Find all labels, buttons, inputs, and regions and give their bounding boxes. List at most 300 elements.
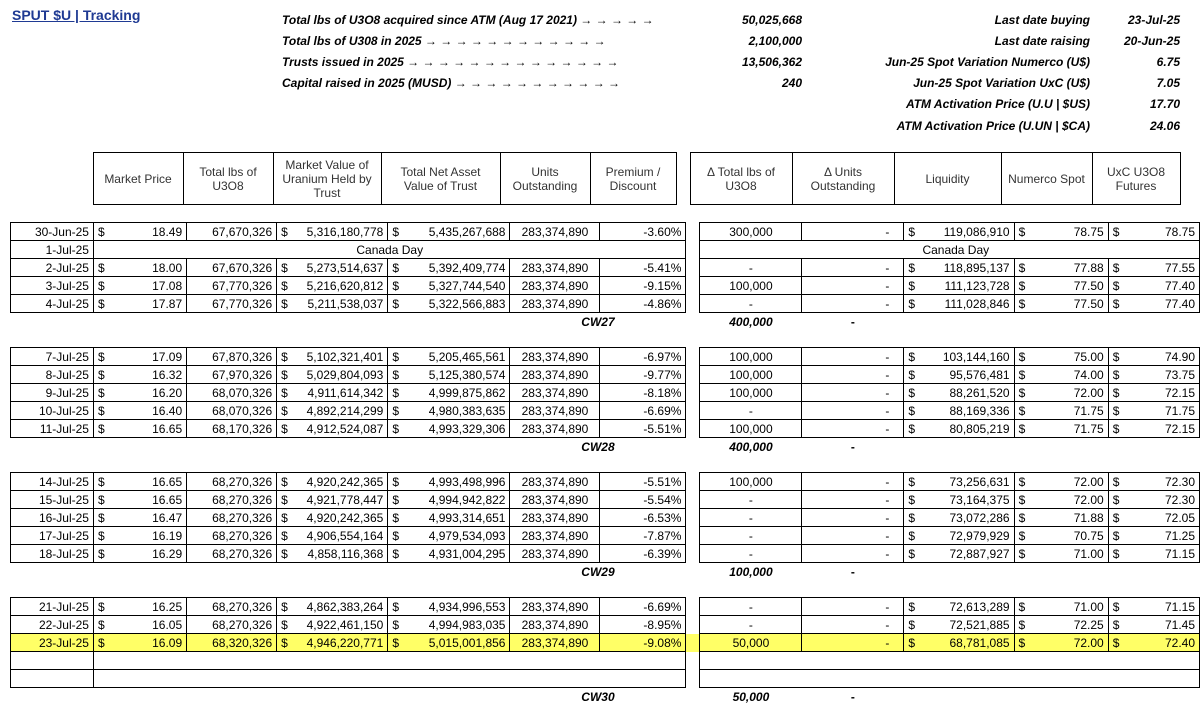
currency-sign: $ [93,402,108,420]
date-cell: 7-Jul-25 [11,348,94,366]
week-total-row [11,688,1200,706]
delta-units-cell: - [802,491,904,509]
nav-cell: 4,993,329,306 [403,420,510,438]
date-cell: 16-Jul-25 [11,509,94,527]
summary-right-label: Last date raising [994,34,1090,48]
liquidity-cell: 73,072,286 [919,509,1014,527]
date-cell: 8-Jul-25 [11,366,94,384]
gap-cell [686,545,700,563]
market-price-cell: 16.32 [109,366,187,384]
date-cell: 3-Jul-25 [11,277,94,295]
delta-units-cell: - [802,509,904,527]
uxc-cell: 71.45 [1123,616,1199,634]
gap-cell [686,277,700,295]
uxc-cell: 78.75 [1123,223,1199,241]
market-price-cell: 16.65 [109,420,187,438]
liquidity-cell: 118,895,137 [919,259,1014,277]
summary-left-value: 2,100,000 [748,34,802,48]
currency-sign: $ [93,259,108,277]
liquidity-cell: 111,028,846 [919,295,1014,313]
table-row [11,241,1200,259]
uxc-cell: 72.40 [1123,634,1199,652]
delta-lbs-cell: - [700,598,802,616]
currency-sign: $ [388,598,403,616]
currency-sign: $ [904,634,919,652]
currency-sign: $ [388,491,403,509]
delta-lbs-cell: - [700,259,802,277]
nav-cell: 5,205,465,561 [403,348,510,366]
currency-sign: $ [93,223,108,241]
week-table-cw27 [10,222,1200,330]
week-total-row [11,438,1200,456]
market-value-cell: 4,892,214,299 [292,402,388,420]
date-cell: 9-Jul-25 [11,384,94,402]
uxc-cell: 71.15 [1123,545,1199,563]
date-cell: 17-Jul-25 [11,527,94,545]
currency-sign: $ [1108,634,1123,652]
liquidity-cell: 88,169,336 [919,402,1014,420]
nav-cell: 5,125,380,574 [403,366,510,384]
units-cell: 283,374,890 [510,259,600,277]
premium-cell: -9.08% [600,634,686,652]
date-cell: 22-Jul-25 [11,616,94,634]
currency-sign: $ [904,491,919,509]
gap-cell [686,313,700,331]
liquidity-cell: 72,979,929 [919,527,1014,545]
units-cell: 283,374,890 [510,384,600,402]
units-cell: 283,374,890 [510,527,600,545]
currency-sign: $ [277,366,292,384]
liquidity-cell: 73,256,631 [919,473,1014,491]
currency-sign: $ [904,384,919,402]
gap-cell [686,598,700,616]
empty-cell [93,670,685,688]
currency-sign: $ [388,634,403,652]
currency-sign: $ [904,348,919,366]
week-total-row [11,313,1200,331]
total-lbs-cell: 67,770,326 [187,295,277,313]
liquidity-cell: 72,521,885 [919,616,1014,634]
units-cell: 283,374,890 [510,616,600,634]
header-premium: Premium / Discount [590,153,676,205]
uxc-cell: 77.40 [1123,295,1199,313]
market-price-cell: 17.87 [109,295,187,313]
numerco-cell: 72.00 [1029,634,1108,652]
summary-left-value: 240 [781,76,802,90]
market-value-cell: 4,920,242,365 [292,509,388,527]
total-lbs-cell: 67,970,326 [187,366,277,384]
empty-cell [700,670,1200,688]
nav-cell: 4,994,942,822 [403,491,510,509]
date-cell: 2-Jul-25 [11,259,94,277]
delta-lbs-cell: 100,000 [700,348,802,366]
header-nav: Total Net Asset Value of Trust [381,153,500,205]
numerco-cell: 75.00 [1029,348,1108,366]
week-total-lbs: 100,000 [729,564,773,579]
header-uxc: UxC U3O8 Futures [1092,153,1180,205]
numerco-cell: 72.00 [1029,473,1108,491]
delta-units-cell: - [802,473,904,491]
currency-sign: $ [1014,348,1029,366]
premium-cell: -6.53% [600,509,686,527]
currency-sign: $ [1014,402,1029,420]
date-cell: 18-Jul-25 [11,545,94,563]
liquidity-cell: 72,887,927 [919,545,1014,563]
summary-left-value: 13,506,362 [741,55,802,69]
nav-cell: 4,994,983,035 [403,616,510,634]
units-cell: 283,374,890 [510,366,600,384]
nav-cell: 4,931,004,295 [403,545,510,563]
holiday-label: Canada Day [700,241,1200,259]
units-cell: 283,374,890 [510,277,600,295]
nav-cell: 4,979,534,093 [403,527,510,545]
gap-cell [686,652,700,670]
currency-sign: $ [904,277,919,295]
currency-sign: $ [388,223,403,241]
table-row [11,259,1200,277]
nav-cell: 4,993,498,996 [403,473,510,491]
currency-sign: $ [388,348,403,366]
currency-sign: $ [1014,616,1029,634]
currency-sign: $ [904,223,919,241]
table-row [11,545,1200,563]
gap-cell [686,563,700,581]
delta-lbs-cell: 50,000 [700,634,802,652]
gap-cell [686,491,700,509]
week-total-units: - [850,564,855,579]
currency-sign: $ [388,509,403,527]
units-cell: 283,374,890 [510,402,600,420]
units-cell: 283,374,890 [510,634,600,652]
currency-sign: $ [904,420,919,438]
numerco-cell: 71.75 [1029,420,1108,438]
gap-cell [686,438,700,456]
nav-cell: 5,327,744,540 [403,277,510,295]
currency-sign: $ [388,259,403,277]
summary-right-label: ATM Activation Price (U.UN | $CA) [896,119,1090,133]
delta-lbs-cell: - [700,509,802,527]
total-lbs-cell: 67,870,326 [187,348,277,366]
numerco-cell: 77.88 [1029,259,1108,277]
holiday-label: Canada Day [93,241,685,259]
market-value-cell: 5,273,514,637 [292,259,388,277]
summary-right-label: ATM Activation Price (U.U | $US) [905,97,1090,111]
currency-sign: $ [277,259,292,277]
currency-sign: $ [388,295,403,313]
table-row [11,402,1200,420]
currency-sign: $ [277,295,292,313]
summary-left-label: Total lbs of U308 in 2025 → → → → → → → → → → → → [282,34,606,48]
currency-sign: $ [277,348,292,366]
uxc-cell: 72.15 [1123,420,1199,438]
market-value-cell: 4,946,220,771 [292,634,388,652]
units-cell: 283,374,890 [510,420,600,438]
date-cell: 30-Jun-25 [11,223,94,241]
currency-sign: $ [1108,384,1123,402]
currency-sign: $ [93,598,108,616]
currency-sign: $ [388,420,403,438]
header-liquidity: Liquidity [894,153,1001,205]
liquidity-cell: 119,086,910 [919,223,1014,241]
summary-right-value: 6.75 [1156,55,1180,69]
table-row [11,634,1200,652]
market-price-cell: 18.00 [109,259,187,277]
header-numerco: Numerco Spot [1001,153,1092,205]
nav-cell: 4,999,875,862 [403,384,510,402]
summary-left-label: Trusts issued in 2025 → → → → → → → → → → → → → → [282,55,619,69]
total-lbs-cell: 68,270,326 [187,598,277,616]
currency-sign: $ [904,616,919,634]
uxc-cell: 77.55 [1123,259,1199,277]
table-row [11,420,1200,438]
total-lbs-cell: 68,270,326 [187,491,277,509]
gap-cell [686,473,700,491]
numerco-cell: 71.00 [1029,598,1108,616]
currency-sign: $ [93,545,108,563]
uxc-cell: 72.30 [1123,473,1199,491]
market-price-cell: 16.40 [109,402,187,420]
gap-cell [686,527,700,545]
table-row [11,491,1200,509]
delta-units-cell: - [802,545,904,563]
gap-cell [686,688,700,706]
week-label: CW28 [581,439,615,454]
units-cell: 283,374,890 [510,348,600,366]
currency-sign: $ [277,473,292,491]
currency-sign: $ [1014,223,1029,241]
date-cell [11,670,94,688]
numerco-cell: 70.75 [1029,527,1108,545]
currency-sign: $ [93,509,108,527]
total-lbs-cell: 68,320,326 [187,634,277,652]
header-date-blank [10,153,93,205]
delta-lbs-cell: - [700,527,802,545]
currency-sign: $ [1108,348,1123,366]
blank-cell [904,688,1200,706]
delta-units-cell: - [802,402,904,420]
header-delta-lbs: Δ Total lbs of U3O8 [690,153,792,205]
market-value-cell: 5,211,538,037 [292,295,388,313]
currency-sign: $ [1108,473,1123,491]
total-lbs-cell: 68,270,326 [187,616,277,634]
market-price-cell: 17.09 [109,348,187,366]
premium-cell: -3.60% [600,223,686,241]
currency-sign: $ [277,545,292,563]
table-row [11,616,1200,634]
nav-cell: 4,980,383,635 [403,402,510,420]
currency-sign: $ [1014,473,1029,491]
market-price-cell: 16.29 [109,545,187,563]
delta-units-cell: - [802,366,904,384]
summary-right-value: 20-Jun-25 [1123,34,1180,48]
liquidity-cell: 88,261,520 [919,384,1014,402]
currency-sign: $ [904,527,919,545]
currency-sign: $ [1108,527,1123,545]
week-label: CW29 [581,564,615,579]
delta-units-cell: - [802,277,904,295]
gap-cell [686,241,700,259]
currency-sign: $ [388,277,403,295]
total-lbs-cell: 68,270,326 [187,527,277,545]
currency-sign: $ [277,598,292,616]
delta-units-cell: - [802,598,904,616]
summary-right-value: 17.70 [1149,97,1180,111]
liquidity-cell: 72,613,289 [919,598,1014,616]
gap-cell [686,384,700,402]
delta-units-cell: - [802,616,904,634]
currency-sign: $ [1108,420,1123,438]
currency-sign: $ [1108,223,1123,241]
week-label: CW30 [581,689,615,704]
units-cell: 283,374,890 [510,295,600,313]
week-total-units: - [850,439,855,454]
week-label: CW27 [581,314,615,329]
numerco-cell: 71.88 [1029,509,1108,527]
numerco-cell: 77.50 [1029,277,1108,295]
currency-sign: $ [1108,491,1123,509]
table-row [11,223,1200,241]
table-row [11,509,1200,527]
summary-right-label: Last date buying [994,13,1090,27]
currency-sign: $ [388,384,403,402]
market-price-cell: 16.65 [109,491,187,509]
currency-sign: $ [93,366,108,384]
premium-cell: -4.86% [600,295,686,313]
currency-sign: $ [1014,527,1029,545]
summary-left-value: 50,025,668 [741,13,802,27]
summary-right-value: 24.06 [1149,119,1180,133]
currency-sign: $ [1108,366,1123,384]
header-market-price: Market Price [93,153,183,205]
currency-sign: $ [388,616,403,634]
empty-cell [700,652,1200,670]
currency-sign: $ [1014,366,1029,384]
delta-lbs-cell: 100,000 [700,277,802,295]
liquidity-cell: 95,576,481 [919,366,1014,384]
header-units: Units Outstanding [500,153,590,205]
week-total-lbs: 50,000 [732,689,770,704]
gap-cell [686,402,700,420]
premium-cell: -7.87% [600,527,686,545]
page-title[interactable]: SPUT $U | Tracking [12,7,141,23]
currency-sign: $ [277,634,292,652]
blank-cell [11,438,510,456]
delta-lbs-cell: - [700,491,802,509]
summary-left-label: Total lbs of U3O8 acquired since ATM (Aug 17 2021) → → → → → [282,13,654,27]
week-total-lbs: 400,000 [729,314,773,329]
total-lbs-cell: 67,670,326 [187,223,277,241]
currency-sign: $ [1014,545,1029,563]
currency-sign: $ [277,223,292,241]
units-cell: 283,374,890 [510,509,600,527]
empty-cell [93,652,685,670]
currency-sign: $ [904,259,919,277]
market-price-cell: 16.65 [109,473,187,491]
numerco-cell: 71.75 [1029,402,1108,420]
table-row [11,277,1200,295]
market-value-cell: 4,862,383,264 [292,598,388,616]
gap-cell [686,616,700,634]
currency-sign: $ [277,277,292,295]
uxc-cell: 71.15 [1123,598,1199,616]
currency-sign: $ [1014,384,1029,402]
market-price-cell: 17.08 [109,277,187,295]
currency-sign: $ [1108,259,1123,277]
currency-sign: $ [1014,491,1029,509]
currency-sign: $ [93,295,108,313]
liquidity-cell: 68,781,085 [919,634,1014,652]
nav-cell: 4,934,996,553 [403,598,510,616]
currency-sign: $ [388,402,403,420]
numerco-cell: 72.25 [1029,616,1108,634]
market-value-cell: 5,029,804,093 [292,366,388,384]
blank-cell [11,313,510,331]
date-cell: 15-Jul-25 [11,491,94,509]
currency-sign: $ [93,616,108,634]
premium-cell: -6.39% [600,545,686,563]
premium-cell: -8.18% [600,384,686,402]
delta-units-cell: - [802,384,904,402]
market-value-cell: 4,911,614,342 [292,384,388,402]
currency-sign: $ [388,545,403,563]
summary-right-label: Jun-25 Spot Variation UxC (U$) [913,76,1090,90]
numerco-cell: 77.50 [1029,295,1108,313]
total-lbs-cell: 68,270,326 [187,509,277,527]
currency-sign: $ [388,366,403,384]
table-row [11,473,1200,491]
total-lbs-cell: 67,670,326 [187,259,277,277]
date-cell: 11-Jul-25 [11,420,94,438]
premium-cell: -9.77% [600,366,686,384]
delta-lbs-cell: - [700,295,802,313]
currency-sign: $ [1108,598,1123,616]
table-row [11,652,1200,670]
uxc-cell: 74.90 [1123,348,1199,366]
summary-left-label: Capital raised in 2025 (MUSD) → → → → → → → → → → → [282,76,621,90]
gap-cell [686,634,700,652]
market-value-cell: 4,922,461,150 [292,616,388,634]
currency-sign: $ [93,527,108,545]
market-price-cell: 16.05 [109,616,187,634]
premium-cell: -5.41% [600,259,686,277]
header-market-value: Market Value of Uranium Held by Trust [273,153,381,205]
week-table-cw29 [10,472,1200,580]
premium-cell: -5.54% [600,491,686,509]
header-total-lbs: Total lbs of U3O8 [183,153,273,205]
liquidity-cell: 111,123,728 [919,277,1014,295]
market-value-cell: 4,920,242,365 [292,473,388,491]
market-value-cell: 4,912,524,087 [292,420,388,438]
week-table-cw30 [10,597,1200,705]
summary-right-label: Jun-25 Spot Variation Numerco (U$) [885,55,1090,69]
gap-cell [686,295,700,313]
currency-sign: $ [904,598,919,616]
currency-sign: $ [1014,420,1029,438]
column-headers [10,152,1181,205]
table-row [11,527,1200,545]
market-price-cell: 16.25 [109,598,187,616]
nav-cell: 5,015,001,856 [403,634,510,652]
currency-sign: $ [93,277,108,295]
market-price-cell: 16.09 [109,634,187,652]
uxc-cell: 72.05 [1123,509,1199,527]
currency-sign: $ [277,527,292,545]
market-value-cell: 4,858,116,368 [292,545,388,563]
delta-units-cell: - [802,348,904,366]
market-price-cell: 16.19 [109,527,187,545]
currency-sign: $ [388,473,403,491]
delta-lbs-cell: 100,000 [700,366,802,384]
